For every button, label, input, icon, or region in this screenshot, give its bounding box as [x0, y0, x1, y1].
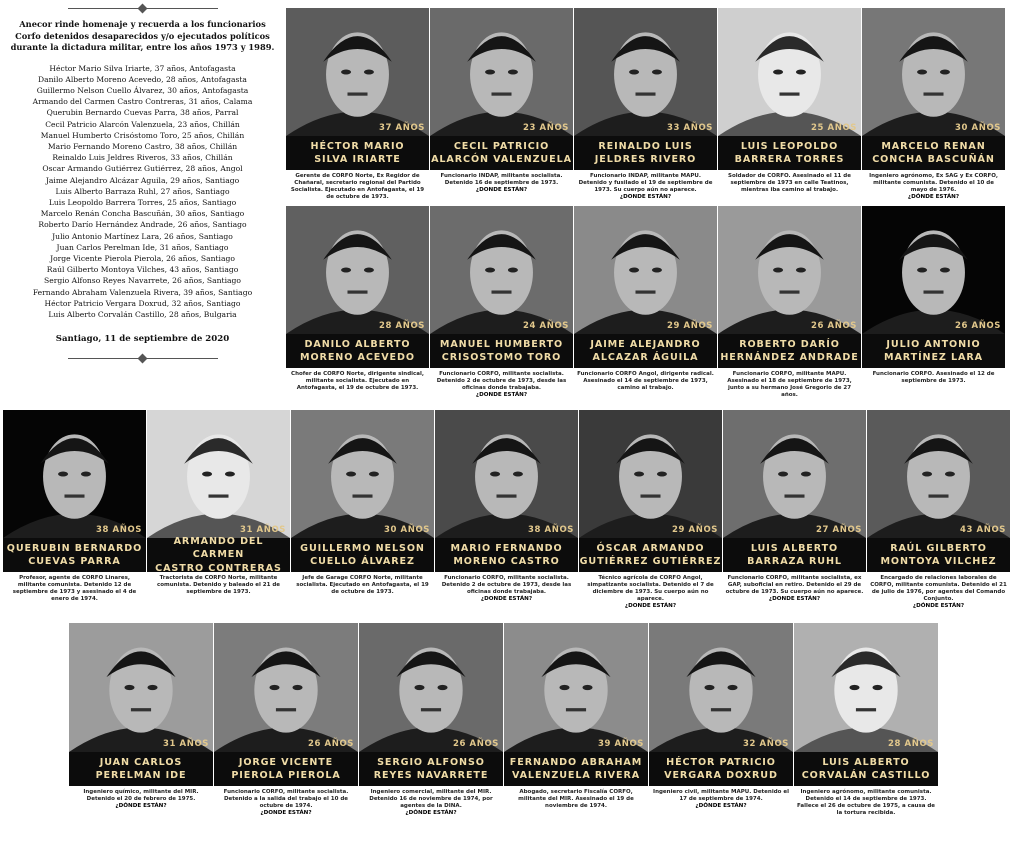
- donde-estan-label: ¿DONDE ESTÁN?: [624, 603, 677, 610]
- bio-text: Funcionario CORFO, militante socialista, ex GAP, suboficial en retiro. Detenido el 29 de octubre de 1973. Su cuerpo aún no aparece.: [725, 575, 864, 596]
- bio-text: Ingeniero comercial, militante del MIR. Detenido 16 de noviembre de 1974, por agentes de la DINA.: [369, 789, 493, 810]
- name-line-2: JELDRES RIVERO: [594, 154, 697, 165]
- name-line-1: ARMANDO DEL CARMEN: [173, 535, 264, 561]
- bio-caption: [437, 575, 576, 603]
- donde-estan-label: ¿DÓNDE ESTÁN?: [115, 803, 167, 810]
- name-banner: [794, 752, 938, 786]
- portrait-photo-icon: [574, 206, 717, 334]
- portrait-photo: [3, 410, 146, 538]
- victim-name-item: Héctor Mario Silva Iriarte, 37 años, Antofagasta: [49, 63, 236, 73]
- portrait-photo-icon: [214, 623, 358, 752]
- bio-text: Ingeniero civil, militante MAPU. Detenido el 17 de septiembre de 1974.: [653, 789, 789, 803]
- donde-estan-label: ¿DÓNDE ESTÁN?: [907, 194, 960, 201]
- name-line-1: ROBERTO DARÍO: [739, 338, 840, 350]
- name-banner: [69, 752, 213, 786]
- name-line-2: BARRAZA RUHL: [747, 556, 842, 567]
- victim-name-item: Jaime Alejandro Alcázar Aguila, 29 años, Santiago: [45, 175, 240, 185]
- portrait-photo: [574, 8, 717, 136]
- bio-caption: [71, 789, 211, 810]
- bio-caption: [581, 575, 720, 610]
- bio-caption: [576, 173, 715, 201]
- victim-name-item: Marcelo Renán Concha Bascuñán, 30 años, Santiago: [40, 209, 245, 219]
- portrait-photo: [430, 206, 573, 334]
- portrait-photo-icon: [435, 410, 578, 538]
- age-label: 31 AÑOS: [239, 525, 286, 535]
- portrait-photo-icon: [718, 206, 861, 334]
- ornament-divider: [68, 8, 218, 9]
- name-banner: [504, 752, 648, 786]
- portrait-photo-icon: [430, 8, 573, 136]
- memorial-card: [862, 206, 1005, 414]
- intro-date: Santiago, 11 de septiembre de 2020: [55, 334, 230, 345]
- bio-text: Jefe de Garage CORFO Norte, militante socialista. Ejecutado en Antofagasta, el 19 de octubre de 1973.: [296, 575, 429, 596]
- memorial-card: [147, 410, 290, 618]
- bio-text: Funcionario CORFO, militante socialista. Detenido 2 de octubre de 1973, desde las oficinas donde trabajaba.: [441, 575, 572, 596]
- bio-text: Tractorista de CORFO Norte, militante comunista. Detenido y baleado el 21 de septiembre de 1973.: [156, 575, 281, 596]
- bio-text: Funcionario CORFO, militante socialista. Detenido a la salida del trabajo el 10 de octubre de 1974.: [223, 789, 349, 810]
- memorial-card: [286, 8, 429, 216]
- donde-estan-label: ¿DONDE ESTÁN?: [768, 596, 821, 603]
- portrait-photo: [286, 206, 429, 334]
- victim-name-item: Luis Alberto Barraza Ruhl, 27 años, Santiago: [55, 186, 230, 196]
- name-line-2: PERELMAN IDE: [95, 770, 187, 781]
- portrait-photo: [649, 623, 793, 752]
- portrait-photo: [435, 410, 578, 538]
- name-line-1: LUIS LEOPOLDO: [740, 140, 839, 152]
- bio-caption: [216, 789, 356, 817]
- age-label: 31 AÑOS: [162, 739, 209, 749]
- name-line-1: CECIL PATRICIO: [453, 140, 550, 152]
- portrait-photo: [794, 623, 938, 752]
- name-line-1: JULIO ANTONIO: [886, 338, 981, 350]
- name-banner: [359, 752, 503, 786]
- bio-caption: [288, 371, 427, 392]
- name-banner: [435, 538, 578, 572]
- bio-text: Funcionario CORFO, militante MAPU. Asesinado el 18 de septiembre de 1973, junto a su hermano José Gregorio de 27 años.: [727, 371, 852, 399]
- age-label: 26 AÑOS: [810, 321, 857, 331]
- bio-caption: [293, 575, 432, 596]
- victim-name-item: Danilo Alberto Moreno Acevedo, 28 años, Antofagasta: [38, 74, 247, 84]
- bio-caption: [720, 173, 859, 194]
- bio-caption: [869, 575, 1008, 610]
- portrait-photo-icon: [291, 410, 434, 538]
- portrait-photo: [291, 410, 434, 538]
- bio-text: Funcionario CORFO Angol, dirigente radical. Asesinado el 14 de septiembre de 1973, camino al trabajo.: [577, 371, 714, 392]
- donde-estan-label: ¿DONDE ESTÁN?: [480, 596, 533, 603]
- portrait-photo: [504, 623, 648, 752]
- name-line-1: LUIS ALBERTO: [822, 756, 910, 768]
- portrait-photo-icon: [649, 623, 793, 752]
- name-banner: [862, 136, 1005, 170]
- portrait-photo-icon: [359, 623, 503, 752]
- age-label: 24 AÑOS: [522, 321, 569, 331]
- age-label: 26 AÑOS: [307, 739, 354, 749]
- name-banner: [574, 334, 717, 368]
- memorial-card: [649, 623, 793, 832]
- memorial-card: [359, 623, 503, 832]
- bio-text: Abogado, secretario Fiscalía CORFO, militante del MIR. Asesinado el 19 de noviembre de 1974.: [518, 789, 634, 810]
- name-line-2: CUELLO ÁLVAREZ: [310, 556, 415, 567]
- bio-caption: [506, 789, 646, 810]
- age-label: 26 AÑOS: [954, 321, 1001, 331]
- name-line-2: CASTRO CONTRERAS: [155, 562, 282, 574]
- victim-name-item: Luis Alberto Corvalán Castillo, 28 años, Bulgaria: [48, 309, 237, 319]
- bio-text: Profesor, agente de CORFO Linares, militante comunista. Detenido 12 de septiembre de 1973 y asesinado el 4 de enero de 1974.: [12, 575, 137, 603]
- victim-name-item: Cecil Patricio Alarcón Valenzuela, 23 años, Chillán: [45, 119, 240, 129]
- donde-estan-label: ¿DÓNDE ESTÁN?: [912, 603, 965, 610]
- name-line-2: MORENO ACEVEDO: [300, 352, 415, 363]
- victim-name-item: Querubin Bernardo Cuevas Parra, 38 años, Parral: [46, 108, 239, 118]
- bio-text: Funcionario CORFO. Asesinado el 12 de septiembre de 1973.: [872, 371, 995, 385]
- portrait-photo-icon: [3, 410, 146, 538]
- victim-name-item: Manuel Humberto Crisóstomo Toro, 25 años, Chillán: [40, 130, 245, 140]
- age-label: 38 AÑOS: [527, 525, 574, 535]
- bio-text: Funcionario INDAP, militante MAPU. Detenido y fusilado el 19 de septiembre de 1973. Su cuerpo aún no aparece.: [578, 173, 713, 194]
- portrait-photo-icon: [286, 8, 429, 136]
- name-line-2: VALENZUELA RIVERA: [511, 770, 641, 781]
- portrait-photo: [214, 623, 358, 752]
- bio-text: Funcionario CORFO, militante socialista. Detenido 2 de octubre de 1973, desde las oficinas donde trabajaba.: [436, 371, 567, 392]
- bio-caption: [5, 575, 144, 603]
- age-label: 29 AÑOS: [671, 525, 718, 535]
- memorial-card: [867, 410, 1010, 618]
- memorial-card: [430, 8, 573, 216]
- name-line-1: REINALDO LUIS: [598, 140, 693, 152]
- portrait-photo-icon: [286, 206, 429, 334]
- portrait-photo-icon: [504, 623, 648, 752]
- name-line-2: CRISOSTOMO TORO: [441, 352, 562, 363]
- name-line-1: JORGE VICENTE: [238, 756, 334, 768]
- bio-caption: [864, 173, 1003, 201]
- memorial-card: [3, 410, 146, 618]
- name-line-2: CONCHA BASCUÑÁN: [872, 154, 995, 165]
- memorial-card: [574, 8, 717, 216]
- victims-name-list: [2, 63, 283, 321]
- donde-estan-label: ¿DONDE ESTÁN?: [619, 194, 672, 201]
- bio-caption: [725, 575, 864, 603]
- age-label: 27 AÑOS: [815, 525, 862, 535]
- name-line-1: ÓSCAR ARMANDO: [596, 542, 705, 554]
- portrait-photo: [867, 410, 1010, 538]
- victim-name-item: Julio Antonio Martínez Lara, 26 años, Santiago: [52, 231, 233, 241]
- victim-name-item: Sergio Alfonso Reyes Navarrete, 26 años, Santiago: [44, 276, 241, 286]
- intro-heading: Anecor rinde homenaje y recuerda a los funcionarios Corfo detenidos desaparecidos y/o ejecutados políticos durante la dictadura militar, entre los años 1973 y 1989.: [10, 19, 275, 52]
- memorial-card: [286, 206, 429, 414]
- portrait-photo-icon: [867, 410, 1010, 538]
- name-banner: [718, 136, 861, 170]
- name-line-2: SILVA IRIARTE: [314, 154, 401, 165]
- memorial-card: [794, 623, 938, 832]
- name-banner: [723, 538, 866, 572]
- portrait-photo-icon: [574, 8, 717, 136]
- victim-name-item: Mario Fernando Moreno Castro, 38 años, Chillán: [47, 141, 238, 151]
- portrait-photo-icon: [579, 410, 722, 538]
- portrait-photo-icon: [430, 206, 573, 334]
- name-banner: [867, 538, 1010, 572]
- bio-text: Ingeniero agrónomo, militante comunista. Detenido el 14 de septiembre de 1973. Fallece el 26 de octubre de 1975, a causa de la tortura recibida.: [796, 789, 936, 817]
- victim-name-item: Jorge Vicente Pierola Pierola, 26 años, Santiago: [50, 253, 235, 263]
- bio-caption: [432, 371, 571, 399]
- portrait-photo: [69, 623, 213, 752]
- name-line-2: CUEVAS PARRA: [28, 556, 121, 567]
- memorial-card: [69, 623, 213, 832]
- memorial-card: [718, 8, 861, 216]
- name-line-2: MONTOYA VILCHEZ: [880, 556, 997, 567]
- age-label: 30 AÑOS: [383, 525, 430, 535]
- name-banner: [147, 535, 290, 574]
- memorial-card: [574, 206, 717, 414]
- bio-text: Funcionario INDAP, militante socialista. Detenido 16 de septiembre de 1973.: [440, 173, 563, 187]
- portrait-photo: [574, 206, 717, 334]
- name-line-2: BARRERA TORRES: [734, 154, 845, 165]
- victim-name-item: Reinaldo Luis Jeldres Riveros, 33 años, Chillán: [52, 153, 233, 163]
- name-line-1: GUILLERMO NELSON: [300, 542, 425, 554]
- name-banner: [430, 136, 573, 170]
- name-line-1: HÉCTOR PATRICIO: [666, 756, 776, 768]
- age-label: 28 AÑOS: [887, 739, 934, 749]
- portrait-photo: [147, 410, 290, 538]
- bio-text: Encargado de relaciones laborales de CORFO, militante comunista. Detenido el 21 de julio de 1976, por agentes del Comando Conjunto.: [870, 575, 1007, 603]
- portrait-photo-icon: [147, 410, 290, 538]
- bio-text: Ingeniero agrónomo, Ex SAG y Ex CORFO, militante comunista. Detenido el 10 de mayo de 1976.: [869, 173, 998, 194]
- bio-caption: [361, 789, 501, 817]
- name-banner: [214, 752, 358, 786]
- age-label: 23 AÑOS: [522, 123, 569, 133]
- name-banner: [649, 752, 793, 786]
- victim-name-item: Armando del Carmen Castro Contreras, 31 años, Calama: [32, 97, 253, 107]
- memorial-card: [862, 8, 1005, 216]
- bio-caption: [576, 371, 715, 392]
- name-banner: [430, 334, 573, 368]
- bio-caption: [651, 789, 791, 810]
- age-label: 33 AÑOS: [666, 123, 713, 133]
- name-line-2: REYES NAVARRETE: [373, 770, 489, 781]
- name-line-1: MARIO FERNANDO: [450, 542, 563, 554]
- bio-text: Técnico agrícola de CORFO Angol, simpatizante socialista. Detenido el 7 de diciembre de 1973. Su cuerpo aún no aparece.: [587, 575, 714, 603]
- name-line-2: PIEROLA PIEROLA: [231, 770, 341, 781]
- bio-caption: [149, 575, 288, 596]
- portrait-photo: [579, 410, 722, 538]
- name-line-1: MARCELO RENAN: [881, 140, 986, 152]
- portrait-photo: [359, 623, 503, 752]
- portrait-photo: [862, 206, 1005, 334]
- name-line-2: VERGARA DOXRUD: [664, 770, 778, 781]
- name-banner: [579, 538, 722, 572]
- name-line-1: DANILO ALBERTO: [304, 338, 411, 350]
- donde-estan-label: ¿DÓNDE ESTÁN?: [695, 803, 747, 810]
- age-label: 30 AÑOS: [954, 123, 1001, 133]
- name-line-1: LUIS ALBERTO: [750, 542, 839, 554]
- portrait-photo: [430, 8, 573, 136]
- name-line-1: JUAN CARLOS: [99, 756, 183, 768]
- memorial-card: [579, 410, 722, 618]
- portrait-photo-icon: [723, 410, 866, 538]
- portrait-photo-icon: [69, 623, 213, 752]
- portrait-photo: [862, 8, 1005, 136]
- bio-text: Gerente de CORFO Norte, Ex Regidor de Chañaral, secretario regional del Partido Socialista. Ejecutado en Antofagasta, el 19 de octubre de 1973.: [290, 173, 425, 201]
- name-banner: [3, 538, 146, 572]
- bio-caption: [796, 789, 936, 817]
- name-banner: [291, 538, 434, 572]
- name-line-2: ALARCÓN VALENZUELA: [431, 154, 572, 165]
- bio-caption: [720, 371, 859, 399]
- name-banner: [286, 136, 429, 170]
- name-line-1: RAÚL GILBERTO: [890, 542, 987, 554]
- age-label: 28 AÑOS: [378, 321, 425, 331]
- portrait-photo: [286, 8, 429, 136]
- bio-text: Ingeniero químico, militante del MIR. Detenido el 20 de febrero de 1975.: [83, 789, 199, 803]
- intro-panel: [2, 8, 283, 388]
- portrait-photo: [718, 8, 861, 136]
- age-label: 26 AÑOS: [452, 739, 499, 749]
- portrait-photo: [723, 410, 866, 538]
- age-label: 37 AÑOS: [378, 123, 425, 133]
- name-line-1: QUERUBIN BERNARDO: [6, 542, 143, 554]
- name-line-1: MANUEL HUMBERTO: [439, 338, 564, 350]
- name-line-2: MORENO CASTRO: [453, 556, 560, 567]
- memorial-card: [430, 206, 573, 414]
- bio-caption: [288, 173, 427, 201]
- name-banner: [718, 334, 861, 368]
- victim-name-item: Oscar Armando Gutiérrez Gutiérrez, 28 años, Angol: [42, 164, 243, 174]
- name-line-2: GUTIÉRREZ GUTIÉRREZ: [579, 556, 722, 567]
- name-line-1: JAIME ALEJANDRO: [590, 338, 701, 350]
- donde-estan-label: ¿DONDE ESTÁN?: [260, 810, 312, 817]
- victim-name-item: Fernando Abraham Valenzuela Rivera, 39 años, Santiago: [32, 287, 253, 297]
- age-label: 39 AÑOS: [597, 739, 644, 749]
- memorial-card: [435, 410, 578, 618]
- donde-estan-label: ¿DONDE ESTÁN?: [475, 187, 528, 194]
- portrait-photo-icon: [862, 8, 1005, 136]
- name-banner: [286, 334, 429, 368]
- name-line-1: FERNANDO ABRAHAM: [509, 756, 643, 768]
- victim-name-item: Luis Leopoldo Barrera Torres, 25 años, Santiago: [48, 197, 237, 207]
- age-label: 29 AÑOS: [666, 321, 713, 331]
- name-line-2: HERNÁNDEZ ANDRADE: [720, 352, 859, 363]
- name-line-2: MARTÍNEZ LARA: [884, 352, 983, 363]
- portrait-photo: [718, 206, 861, 334]
- bio-text: Soldador de CORFO. Asesinado el 11 de septiembre de 1973 en calle Teatinos, mientras iba camino al trabajo.: [728, 173, 851, 194]
- age-label: 38 AÑOS: [95, 525, 142, 535]
- name-line-1: HÉCTOR MARIO: [310, 140, 405, 152]
- name-line-2: ALCAZAR ÁGUILA: [592, 352, 699, 363]
- age-label: 43 AÑOS: [959, 525, 1006, 535]
- bio-text: Chofer de CORFO Norte, dirigente sindical, militante socialista. Ejecutado en Antofagasta, el 19 de octubre de 1973.: [291, 371, 424, 392]
- donde-estan-label: ¿DÓNDE ESTÁN?: [405, 810, 457, 817]
- name-line-2: CORVALÁN CASTILLO: [801, 770, 931, 781]
- bio-caption: [432, 173, 571, 194]
- portrait-photo-icon: [794, 623, 938, 752]
- name-line-1: SERGIO ALFONSO: [377, 756, 485, 768]
- age-label: 32 AÑOS: [742, 739, 789, 749]
- memorial-card: [291, 410, 434, 618]
- portrait-photo-icon: [862, 206, 1005, 334]
- bio-caption: [864, 371, 1003, 385]
- name-banner: [574, 136, 717, 170]
- memorial-card: [718, 206, 861, 414]
- ornament-divider: [68, 358, 218, 359]
- victim-name-item: Guillermo Nelson Cuello Álvarez, 30 años, Antofagasta: [36, 85, 249, 95]
- memorial-card: [214, 623, 358, 832]
- age-label: 25 AÑOS: [810, 123, 857, 133]
- victim-name-item: Raúl Gilberto Montoya Vilches, 43 años, Santiago: [46, 265, 239, 275]
- memorial-card: [723, 410, 866, 618]
- victim-name-item: Héctor Patricio Vergara Doxrud, 32 años, Santiago: [44, 298, 241, 308]
- victim-name-item: Roberto Darío Hernández Andrade, 26 años, Santiago: [38, 220, 247, 230]
- victim-name-item: Juan Carlos Perelman Ide, 31 años, Santiago: [56, 242, 229, 252]
- donde-estan-label: ¿DONDE ESTÁN?: [475, 392, 528, 399]
- name-banner: [862, 334, 1005, 368]
- memorial-card: [504, 623, 648, 832]
- portrait-photo-icon: [718, 8, 861, 136]
